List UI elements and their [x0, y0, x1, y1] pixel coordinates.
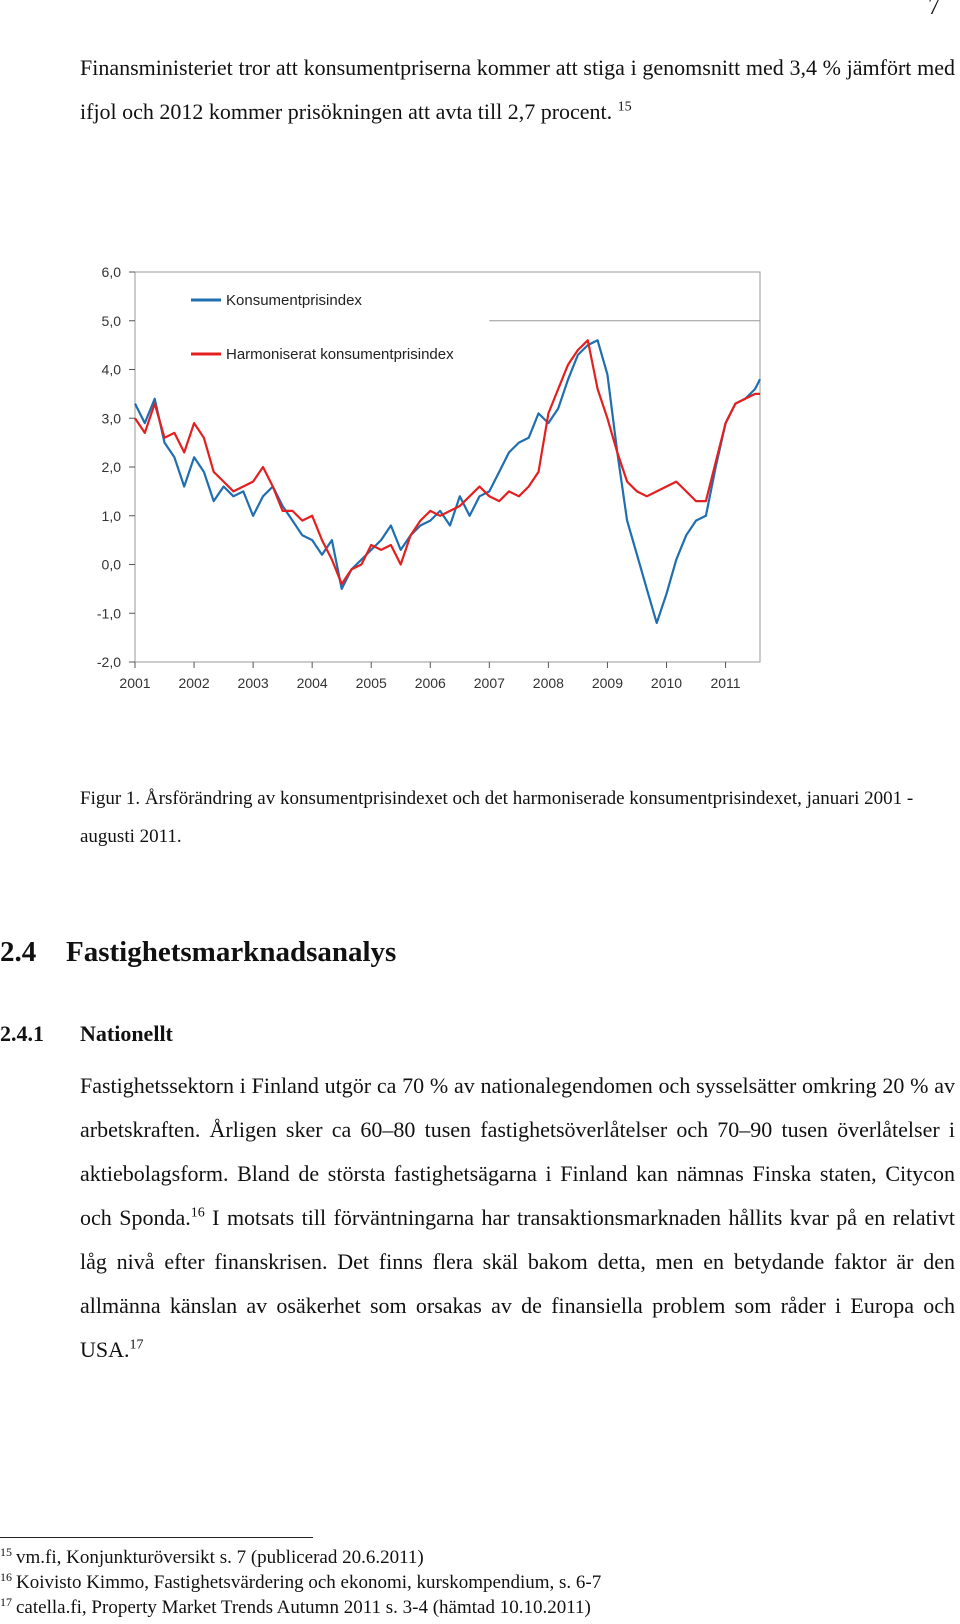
series-line-konsumentprisindex: [135, 340, 760, 623]
figure-caption: Figur 1. Årsförändring av konsumentprisindexet och det harmoniserade konsumentprisindexet, januari 2001 - augusti 2011.: [80, 788, 914, 847]
x-tick-label: 2006: [414, 675, 446, 691]
footnote-number: 15: [0, 1544, 12, 1559]
y-tick-label: 2,0: [101, 459, 121, 475]
series-line-harmoniserat: [135, 340, 760, 584]
section-heading: [0, 936, 396, 969]
x-tick-label: 2004: [296, 675, 328, 691]
subsection-heading: [0, 1021, 173, 1047]
y-tick-label: 0,0: [101, 556, 121, 573]
footnote-item: [0, 1570, 601, 1595]
y-tick-label: 3,0: [101, 410, 121, 427]
x-tick-label: 2002: [178, 675, 210, 691]
x-tick-label: 2009: [591, 675, 624, 691]
footnote-item: [0, 1545, 601, 1570]
y-tick-label: -1,0: [96, 605, 121, 622]
x-tick-label: 2005: [355, 675, 387, 691]
page-number: 7: [928, 0, 940, 20]
footnotes: [0, 1545, 601, 1620]
body-text-part1: Fastighetssektorn i Finland utgör ca 70 % av nationalegendomen och sysselsätter omkring 20 % av arbetskraften. Årligen sker ca 60–80 tusen fastighetsöverlåtelser och 70–90 tusen överlåtelser i aktiebolagsform. Bland de största fastighetsägarna i Finland kan nämnas Finska staten, Citycon och Sponda.: [80, 1073, 955, 1230]
y-tick-label: 4,0: [101, 361, 121, 378]
y-tick-label: 6,0: [101, 264, 121, 280]
x-tick-label: 2001: [119, 675, 151, 691]
footnote-number: 17: [0, 1594, 12, 1609]
footnote-item: [0, 1595, 601, 1620]
x-tick-label: 2003: [237, 675, 269, 691]
intro-text: Finansministeriet tror att konsumentpriserna kommer att stiga i genomsnitt med 3,4 % jämfört med ifjol och 2012 kommer prisökningen att avta till 2,7 procent.: [80, 55, 955, 124]
footnote-text: vm.fi, Konjunkturöversikt s. 7 (publicerad 20.6.2011): [16, 1547, 424, 1568]
footnote-number: 16: [0, 1569, 12, 1584]
footnote-ref-17: 17: [129, 1337, 144, 1353]
legend-label: Konsumentprisindex: [226, 292, 362, 309]
body-text-part2: I motsats till förväntningarna har transaktionsmarknaden hållits kvar på en relativt låg nivå efter finanskrisen. Det finns flera skäl bakom detta, men en betydande faktor är den allmänna känslan av osäkerhet som orsakas av de finansiella problem som råder i Europa och USA.: [80, 1205, 955, 1362]
x-tick-label: 2007: [473, 675, 505, 691]
x-tick-label: 2011: [710, 675, 741, 691]
intro-paragraph: [80, 46, 955, 134]
body-paragraph: [80, 1064, 955, 1372]
plot-frame: [135, 272, 760, 662]
subsection-number: 2.4.1: [0, 1021, 44, 1046]
footnote-ref-15: 15: [617, 99, 632, 115]
footnote-text: catella.fi, Property Market Trends Autumn 2011 s. 3-4 (hämtad 10.10.2011): [16, 1597, 591, 1618]
footnote-ref-16: 16: [190, 1205, 205, 1221]
y-tick-label: -2,0: [96, 654, 121, 670]
y-tick-label: 5,0: [101, 312, 121, 329]
cpi-line-chart: [88, 262, 778, 702]
legend-label: Harmoniserat konsumentprisindex: [226, 346, 454, 363]
footnote-text: Koivisto Kimmo, Fastighetsvärdering och ekonomi, kurskompendium, s. 6-7: [16, 1572, 602, 1593]
footnote-divider: [0, 1537, 313, 1538]
y-tick-label: 1,0: [101, 507, 121, 524]
section-number: 2.4: [0, 936, 37, 968]
subsection-title: Nationellt: [80, 1021, 173, 1046]
x-tick-label: 2008: [532, 675, 564, 691]
x-tick-label: 2010: [650, 675, 683, 691]
section-title: Fastighetsmarknadsanalys: [66, 936, 397, 968]
